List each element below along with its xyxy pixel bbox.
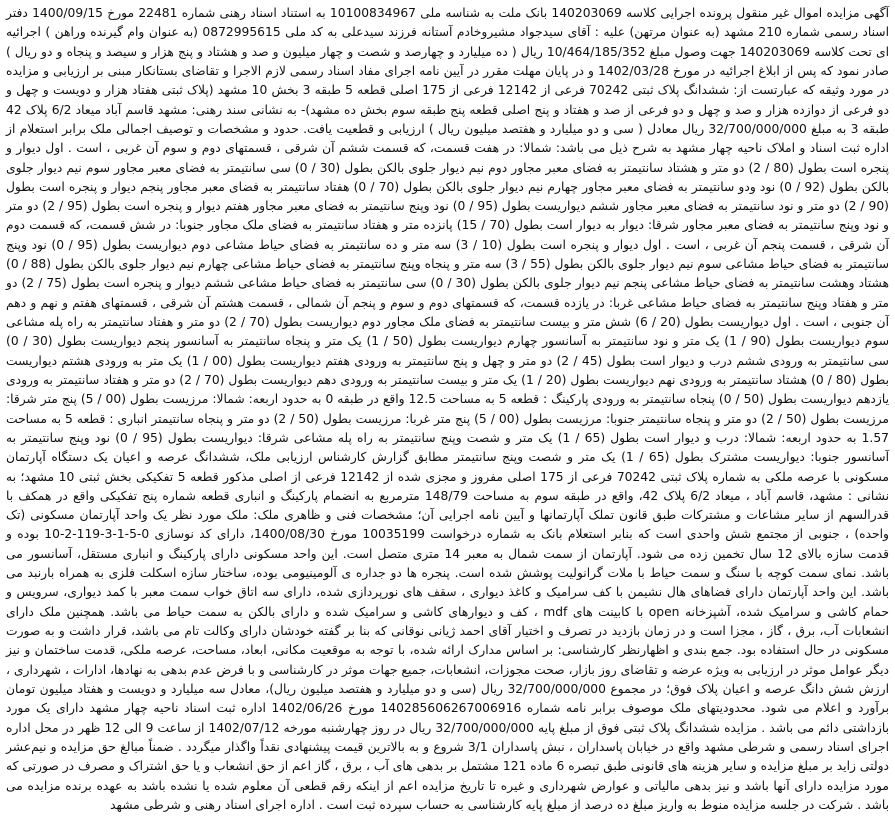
auction-notice-text: آگهی مزایده اموال غیر منقول پرونده اجرایی کلاسه 140203069 بانک ملت به شناسه ملی 10100834967 به استناد اسناد رهنی شماره 22481 مورخ 1400/09/15 دفتر اسناد رسمی شماره 210 مشهد (به عنوان مرتهن) علیه : آقای سیدجواد مشیروخادم آستانه فرزند سیدعلی به کد ملی 0872995615 (به عنوان وام گیرنده وراهن ) اجرائیه ای تحت کلاسه 140203069 جهت وصول مبلغ 10/464/185/352 ریال ( ده میلیارد و چهارصد و شصت و چهار میلیون و صد و هشتاد و پنج هزار و سیصد و پنجاه و دو ریال ) صادر نمود که پس از ابلاغ اجرائیه در مورخ 1402/03/28 و در پایان مهلت مقرر در آیین نامه اجرای مفاد اسناد رسمی لازم الاجرا و تقاضای بستانکار مبنی بر ارزیابی و مزایده در مورد وثیقه که عبارتست از: ششدانگ پلاک ثبتی 70242 فرعی از 12142 فرعی از 175 اصلی قطعه 5 طبقه 3 بخش 10 مشهد (پلاک ثبتی هفتاد هزار و دویست و چهل و دو فرعی از دوازده هزار و صد و چهل و دو فرعی از صد و هفتاد و پنج اصلی قطعه پنج طبقه سوم بخش ده مشهد)- به نشانی سند رهنی: مشهد قاسم آباد میعاد 6/2 پلاک 42 طبقه 3 به مبلغ 32/700/000/000 ریال معادل ( سی و دو میلیارد و هفتصد میلیون ریال ) ارزیابی و قطعیت یافت. حدود و مشخصات و توصیف اجمالی ملک برابر استعلام از اداره ثبت اسناد و املاک ناحیه چهار مشهد به شرح ذیل می باشد: شمالا: در هفت قسمت، که قسمت ششم آن شرقی ، قسمتهای دوم و سوم آن غربی ، است . اول دیوار و پنجره است بطول (80 / 2) دو متر و هشتاد سانتیمتر به فضای معبر مجاور دوم نیم دیوار جلوی بالکن بطول (30 / 0) سی سانتیمتر به فضای معبر مجاور سوم نیم دیوار جلوی بالکن بطول (92 / 0) نود ودو سانتیمتر به فضای معبر مجاور چهارم نیم دیوار جلوی بالکن بطول (70 / 0) هفتاد سانتیمتر به فضای معبر مجاور پنجم دیوار و پنجره است بطول (90 / 2) دو متر و نود سانتیمتر به فضای معبر مجاور ششم دیواریست بطول (95 / 0) نود وپنج سانتیمتر به فضای معبر مجاور هفتم دیوار و پنجره است بطول (95 / 2) دو متر و نود وپنج سانتیمتر به فضای معبر مجاور شرقا: دیوار به دیوار است بطول (70 / 15) پانزده متر و هفتاد سانتیمتر به فضای ملک مجاور جنوبا: در شش قسمت، که قسمت دوم آن شرقی ، قسمت پنجم آن غربی ، است . اول دیوار و پنجره است بطول (10 / 3) سه متر و ده سانتیمتر به فضای حیاط مشاعی دوم دیواریست بطول (95 / 0) نود وپنج سانتیمتر به فضای حیاط مشاعی سوم نیم دیوار جلوی بالکن بطول (55 / 3) سه متر و پنجاه وپنج سانتیمتر به فضای حیاط مشاعی چهارم نیم دیوار جلوی بالکن بطول (88 / 0) هشتاد وهشت سانتیمتر به فضای حیاط مشاعی پنجم نیم دیوار جلوی بالکن بطول (30 / 0) سی سانتیمتر به فضای حیاط مشاعی ششم دیوار و پنجره است بطول (75 / 2) دو متر و هفتاد وپنج سانتیمتر به فضای حیاط مشاعی غربا: در یازده قسمت، که قسمتهای دوم و سوم و پنجم آن شمالی ، قسمت هشتم آن شرقی ، قسمتهای هفتم و نهم و دهم آن جنوبی ، است . اول دیواریست بطول (20 / 6) شش متر و بیست سانتیمتر به فضای ملک مجاور دوم دیواریست بطول (70 / 2) دو متر و هفتاد سانتیمتر به راه پله مشاعی سوم دیواریست بطول (90 / 1) یک متر و نود سانتیمتر به آسانسور چهارم دیواریست بطول (50 / 1) یک متر و پنجاه سانتیمتر به آسانسور پنجم دیواریست بطول (30 / 0) سی سانتیمتر به ورودی ششم درب و دیوار است بطول (45 / 2) دو متر و چهل و پنج سانتیمتر به ورودی هفتم دیواریست بطول (00 / 1) یک متر به ورودی هشتم دیواریست بطول (80 / 0) هشتاد سانتیمتر به ورودی نهم دیواریست بطول (20 / 1) یک متر و بیست سانتیمتر به ورودی دهم دیواریست بطول (70 / 2) دو متر و هفتاد سانتیمتر به ورودی یازدهم دیواریست بطول (50 / 0) پنجاه سانتیمتر به ورودی پارکینگ : قطعه 5 به مساحت 12.5 واقع در طبقه 0 به حدود اربعه: شمالا: مرزیست بطول (00 / 5) پنج متر شرقا: مرزیست بطول (50 / 2) دو متر و پنجاه سانتیمتر جنوبا: مرزیست بطول (00 / 5) پنج متر غربا: مرزیست بطول (50 / 2) دو متر و پنجاه سانتیمتر انباری : قطعه 5 به مساحت 1.57 به حدود اربعه: شمالا: درب و دیوار است بطول (65 / 1) یک متر و شصت وپنج سانتیمتر به راه پله مشاعی شرقا: دیواریست بطول (95 / 0) نود وپنج سانتیمتر به آسانسور جنوبا: دیواریست مشترک بطول (65 / 1) یک متر و شصت وپنج سانتیمتر مطابق گزارش کارشناس ارزیابی ملک، ششدانگ عرصه و اعیان یک دستگاه آپارتمان مسکونی با عرصه ملکی به شماره پلاک ثبتی 70242 فرعی از 175 اصلی مفروز و مجزی شده از 12142 فرعی از اصلی مذکور قطعه 5 تفکیکی بخش ثبتی 10 مشهد؛ به نشانی : مشهد، قاسم آباد ، میعاد 6/2 پلاک 42، واقع در طبقه سوم به مساحت 148/79 مترمربع به انضمام پارکینگ و انباری قطعه شماره پنج تفکیکی واقع در همکف با قدرالسهم از سایر مشاعات و مشترکات طبق قانون تملک آپارتمانها و آیین نامه اجرایی آن؛ مشخصات فنی و ظاهری ملک: ملک مورد نظر یک واحد آپارتمان مسکونی (تک واحده) ، جنوبی از مجتمع شش واحدی است که بنابر استعلام بانک به شماره درخواست 10035199 مورخ 1400/08/30، دارای کد نوسازی 0-5-1-3-119-2-10 بوده و قدمت سازه بالای 12 سال تخمین زده می شود. آپارتمان از سمت شمال به معبر 14 متری متصل است. این واحد مسکونی دارای پارکینگ و انباری مستقل، آسانسور می باشد. نمای سمت کوچه با سنگ و سمت حیاط با ملات گرانولیت پوشش شده است. پنجره ها دو جداره ی آلومینیومی بوده، ساختار سازه اسکلت فلزی به همراه بارنبد می باشد. این واحد آپارتمان دارای فضاهای هال نشیمن با کف سرامیک و کاغذ دیواری ، سقف های نورپردازی شده، دارای سه اتاق خواب سمت معبر با کمد دیواری، سرویس و حمام کاشی و سرامیک شده، آشپزخانه open با کابینت های mdf ، کف و دیوارهای کاشی و سرامیک شده و دارای بالکن به سمت حیاط می باشد. همچنین ملک دارای انشعابات آب، برق ، گاز ، مجزا است و در زمان بازدید در تصرف و اختیار آقای احمد ژیانی نوقانی که بنا بر گفته خودشان دارای وکالت تام می باشد، قرار داشت و به صورت مسکونی در حال استفاده بود. جمع بندی و اظهارنظر کارشناسی: بر اساس مدارک ارائه شده، با توجه به موقعیت مکانی، ابعاد، مساحت، عرصه ملکی، قدمت ساختمان و نیز دیگر عوامل موثر در ارزیابی به ویژه عرضه و تقاضای روز بازار، صحت مجوزات، انشعابات، جمیع جهات موثر در کارشناسی و با فرض عدم بدهی به نهادها، ادارات ، شهرداری ، ارزش شش دانگ عرصه و اعیان پلاک فوق؛ در مجموع 32/700/000/000 ریال (سی و دو میلیارد و هفتصد میلیون ریال)، معادل سه میلیارد و دویست و هفتاد میلیون تومان برآورد و اعلام می شود. محدودیتهای ملک موصوف برابر نامه شماره 140285606267006916 مورخ 1402/06/26 اداره ثبت اسناد ناحیه چهار مشهد دارای یک مورد بازداشتی دائم می باشد . مزایده ششدانگ پلاک ثبتی فوق از مبلغ پایه 32/700/000/000 ریال در روز چهارشنبه مورخه 1402/07/12 از ساعت 9 الی 12 ظهر در محل اداره اجرای اسناد رسمی و شرطی مشهد واقع در خیابان پاسداران ، نبش پاسداران 3/1 شروع و به بالاترین قیمت پیشنهادی نقداً واگذار میگردد . ضمناً مبالغ حق مزایده و نیم‌عشر دولتی زاید بر مبلغ مزایده و سایر هزینه های قانونی طبق تبصره 6 ماده 121 مشتمل بر بدهی های آب ، برق ، گاز اعم از حق انشعاب و یا حق اشتراک و مصرف در صورتی که مورد مزایده دارای آنها باشد و نیز بدهی مالیاتی و عوارض شهرداری و غیره تا تاریخ مزایده اعم از اینکه رقم قطعی آن معلوم شده یا نشده باشد به عهده برنده مزایده می باشد . شرکت در جلسه مزایده منوط به واریز مبلغ ده درصد از مبلغ پایه کارشناسی به حساب سپرده ثبت است . اداره اجرای اسناد رهنی و شرطی مشهد <box>6 6 890 812</box>
